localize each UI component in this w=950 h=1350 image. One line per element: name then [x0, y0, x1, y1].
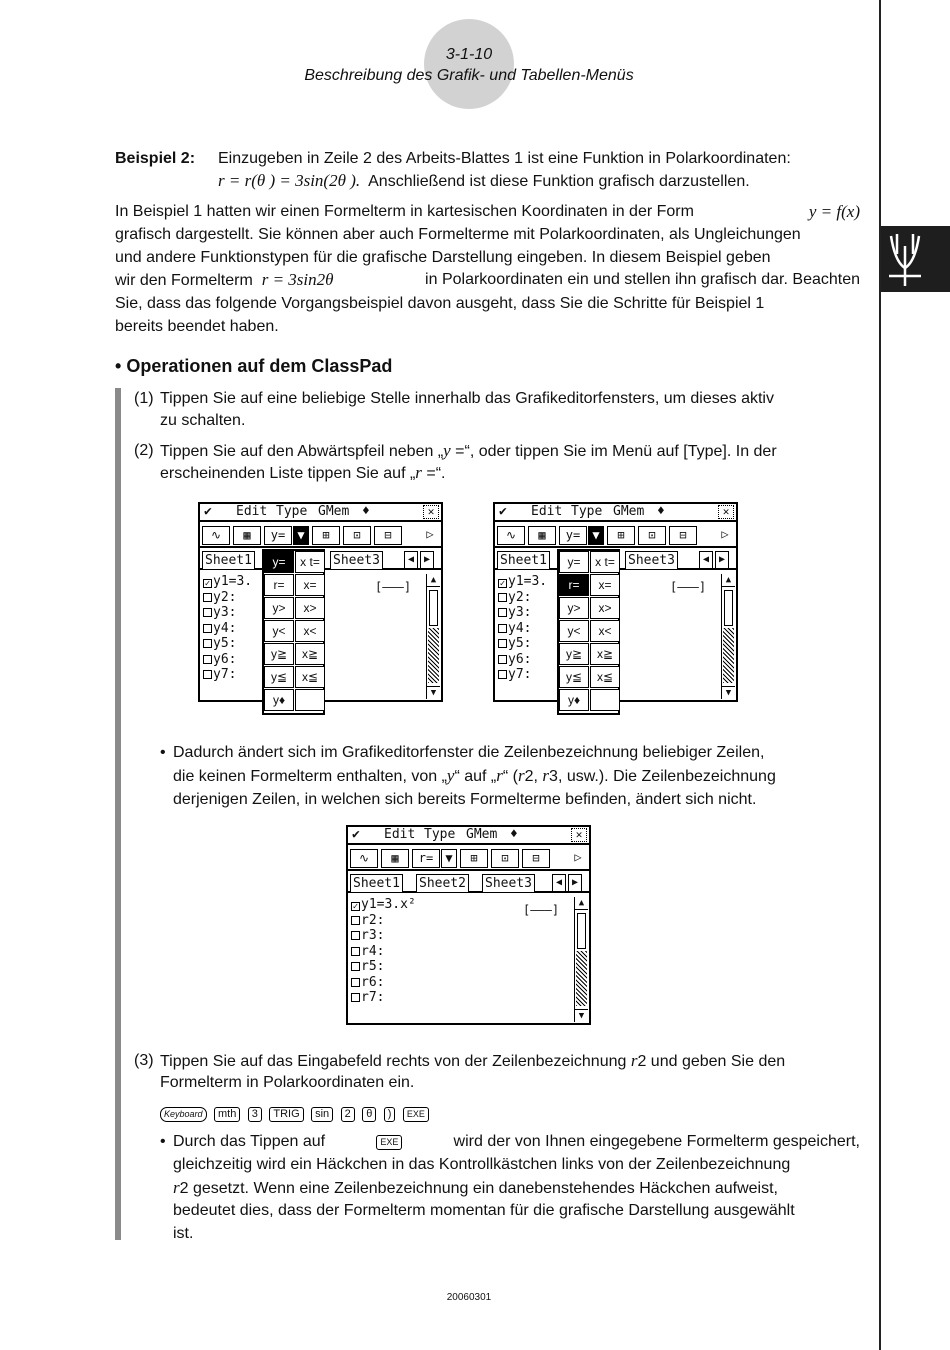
sheet-tabs [348, 873, 589, 893]
intro-line: grafisch dargestellt. Sie können aber auch Formelterme mit Polarkoordinaten, als Ungleichungen [115, 225, 801, 243]
tab-sheet1[interactable]: Sheet1 [202, 551, 255, 569]
step-1-number: (1) [134, 390, 154, 407]
theta-key: θ [362, 1107, 376, 1122]
popup-item[interactable]: x> [590, 597, 620, 619]
list-item[interactable]: ✓ y1=3.x² [352, 897, 416, 912]
menu-type[interactable]: Type [424, 827, 456, 842]
list-item[interactable]: r7: [351, 990, 416, 1006]
close-icon[interactable]: ✕ [571, 828, 587, 842]
popup-item[interactable]: x= [295, 574, 325, 596]
scroll-thumb[interactable] [724, 590, 733, 626]
menu-arrow-icon[interactable]: ♦ [510, 827, 518, 842]
view-window-icon[interactable]: ⊡ [491, 849, 519, 868]
page-right-rule [879, 0, 881, 1350]
list-item[interactable]: y5: [498, 636, 547, 652]
step-2-line2: erscheinenden Liste tippen Sie auf „r =“. [160, 463, 446, 482]
scroll-up-icon[interactable]: ▲ [427, 574, 440, 587]
list-item[interactable]: r6: [351, 975, 416, 991]
menu-gmem[interactable]: GMem [466, 827, 498, 842]
popup-item[interactable]: y= [559, 551, 589, 573]
popup-item-empty [295, 689, 325, 711]
table-icon[interactable]: ▦ [381, 849, 409, 868]
list-item[interactable]: y2: [203, 590, 252, 606]
example-line1: Einzugeben in Zeile 2 des Arbeits-Blattes 1 ist eine Funktion in Polarkoordinaten: [218, 150, 791, 167]
popup-item[interactable]: x> [295, 597, 325, 619]
menu-bar [495, 504, 736, 522]
popup-item[interactable]: y> [559, 597, 589, 619]
trig-key: TRIG [269, 1107, 303, 1122]
scroll-thumb[interactable] [577, 913, 586, 949]
example-line2 [218, 170, 750, 194]
intro-line: In Beispiel 1 hatten wir einen Formelterm in kartesischen Koordinaten in der Form [115, 203, 694, 220]
function-rows [498, 574, 547, 683]
scroll-track [428, 628, 439, 683]
zoom-box-icon[interactable]: ⊞ [312, 526, 340, 545]
list-item[interactable]: y6: [498, 652, 547, 668]
popup-item[interactable]: y< [559, 620, 589, 642]
popup-item[interactable]: y= [264, 551, 294, 573]
list-item[interactable]: ✓ y1=3. [499, 574, 548, 589]
section-bar [115, 388, 121, 1240]
key-sequence [160, 1103, 432, 1126]
step-3-number: (3) [134, 1052, 154, 1069]
step-1-line1: Tippen Sie auf eine beliebige Stelle innerhalb das Grafikeditorfensters, um dieses aktiv [160, 390, 774, 407]
type-popup-1 [262, 549, 325, 715]
list-item[interactable]: ✓ y1=3. [204, 574, 253, 589]
mth-key: mth [214, 1107, 240, 1122]
step-2-line1: Tippen Sie auf den Abwärtspfeil neben „y =“, oder tippen Sie im Menü auf [Type]. In der [160, 441, 777, 460]
bracket-display: [———] [523, 903, 560, 917]
menu-edit[interactable]: Edit [236, 504, 268, 519]
scroll-track [723, 628, 734, 683]
list-item[interactable]: y7: [203, 667, 252, 683]
list-item[interactable]: r2: [351, 913, 416, 929]
dropdown-arrow-icon[interactable]: ▼ [293, 526, 309, 545]
type-field[interactable]: y= [264, 526, 292, 545]
table-icon[interactable]: ▦ [528, 526, 556, 545]
tab-right-icon[interactable]: ▶ [420, 551, 434, 569]
list-item[interactable]: y6: [203, 652, 252, 668]
classpad-screen-3 [346, 825, 591, 1025]
list-item[interactable]: y3: [203, 605, 252, 621]
zoom-box-icon[interactable]: ⊞ [607, 526, 635, 545]
page-number: 3-1-10 [445, 46, 493, 63]
popup-item[interactable]: y≧ [264, 643, 294, 665]
popup-item[interactable]: y♦ [559, 689, 589, 711]
popup-item[interactable]: x t= [590, 551, 620, 573]
dropdown-arrow-icon[interactable]: ▼ [441, 849, 457, 868]
menu-edit[interactable]: Edit [384, 827, 416, 842]
scrollbar[interactable] [574, 897, 588, 1022]
popup-item[interactable]: y♦ [264, 689, 294, 711]
exe-key: EXE [403, 1107, 429, 1122]
list-item[interactable]: y5: [203, 636, 252, 652]
function-rows [203, 574, 252, 683]
view-window-icon[interactable]: ⊡ [638, 526, 666, 545]
tab-sheet1[interactable]: Sheet1 [350, 874, 403, 892]
footer-date: 20060301 [446, 1292, 492, 1303]
graph-menu-icon [885, 232, 925, 286]
more-icon[interactable]: ▷ [570, 849, 586, 868]
bullet-1: Dadurch ändert sich im Grafikeditorfenster die Zeilenbezeichnung beliebiger Zeilen, die keinen Formelterm enthalten, von „y“ auf „r“ (r2, r3, usw.). Die Zeilenbezeichnung derjenigen Zeilen, in welchen sich bereits Formelterme befinden, ändert sich nicht. [173, 744, 776, 808]
popup-item[interactable]: y< [264, 620, 294, 642]
popup-item-empty [590, 689, 620, 711]
bullet-2: Durch das Tippen auf EXE wird der von Ihnen eingegebene Formelterm gespeichert, gleichzeitig wird ein Häckchen in das Kontrollkästchen links von der Zeilenbezeichnung r2 gesetzt. Wenn eine Zeilenbezeichnung ein danebenstehendes Häckchen aufweist, bedeutet dies, dass der Formelterm momentan für die grafische Darstellung ausgewählt ist. [173, 1133, 860, 1243]
intro-line: wir den Formelterm [115, 272, 253, 290]
zoom-box-icon[interactable]: ⊞ [460, 849, 488, 868]
list-item[interactable]: y2: [498, 590, 547, 606]
tab-sheet3[interactable]: Sheet3 [482, 874, 535, 892]
popup-item[interactable]: x≦ [590, 666, 620, 688]
menu-type[interactable]: Type [571, 504, 603, 519]
popup-item[interactable]: x≧ [590, 643, 620, 665]
type-popup-2 [557, 549, 620, 715]
popup-item[interactable]: r= [559, 574, 589, 596]
close-icon[interactable]: ✕ [423, 505, 439, 519]
sin-key: sin [311, 1107, 333, 1122]
step-1-line2: zu schalten. [160, 412, 246, 429]
list-item[interactable]: r5: [351, 959, 416, 975]
intro-formula-2: r = 3sin2θ [261, 270, 334, 290]
popup-item[interactable]: x≧ [295, 643, 325, 665]
menu-type[interactable]: Type [276, 504, 308, 519]
menu-edit[interactable]: Edit [531, 504, 563, 519]
menu-icon[interactable]: ✔ [499, 504, 507, 519]
graph-icon[interactable]: ∿ [202, 526, 230, 545]
chapter-tab [881, 226, 950, 292]
popup-item[interactable]: r= [264, 574, 294, 596]
view-window-icon[interactable]: ⊡ [343, 526, 371, 545]
scroll-thumb[interactable] [429, 590, 438, 626]
menu-icon[interactable]: ✔ [352, 827, 360, 842]
page-title: Beschreibung des Grafik- und Tabellen-Menüs [304, 67, 634, 84]
scroll-down-icon[interactable]: ▼ [575, 1009, 588, 1022]
keyboard-key: Keyboard [160, 1107, 207, 1122]
section-title: Operationen auf dem ClassPad [126, 356, 393, 376]
popup-item[interactable]: y> [264, 597, 294, 619]
section-heading [115, 356, 392, 377]
intro-formula: y = f(x) [808, 202, 860, 221]
tab-sheet2[interactable]: Sheet2 [416, 874, 469, 892]
menu-gmem[interactable]: GMem [613, 504, 645, 519]
example-label: Beispiel 2: [115, 150, 196, 167]
step-3-line2: Formelterm in Polarkoordinaten ein. [160, 1074, 415, 1091]
tab-left-icon[interactable]: ◀ [552, 874, 566, 892]
popup-item[interactable]: x≦ [295, 666, 325, 688]
scroll-up-icon[interactable]: ▲ [575, 897, 588, 910]
menu-bar [200, 504, 441, 522]
more-icon[interactable]: ▷ [717, 526, 733, 545]
popup-item[interactable]: x= [590, 574, 620, 596]
popup-item[interactable]: x< [590, 620, 620, 642]
list-item[interactable]: r4: [351, 944, 416, 960]
example-formula: r = r(θ ) = 3sin(2θ ). [218, 171, 361, 190]
list-item[interactable]: y4: [203, 621, 252, 637]
more-icon[interactable]: ▷ [422, 526, 438, 545]
popup-item[interactable]: y≦ [559, 666, 589, 688]
split-icon[interactable]: ⊟ [669, 526, 697, 545]
toolbar [495, 524, 736, 548]
step-3-line1: Tippen Sie auf das Eingabefeld rechts von der Zeilenbezeichnung r2 und geben Sie den [160, 1051, 786, 1070]
tab-right-icon[interactable]: ▶ [568, 874, 582, 892]
bullet-dot: • [160, 744, 166, 761]
popup-item[interactable]: y≧ [559, 643, 589, 665]
close-icon[interactable]: ✕ [718, 505, 734, 519]
tab-sheet3[interactable]: Sheet3 [625, 551, 678, 569]
scroll-down-icon[interactable]: ▼ [427, 686, 440, 699]
popup-item[interactable]: x< [295, 620, 325, 642]
intro-line: Sie, dass das folgende Vorgangsbeispiel davon ausgeht, dass Sie die Schritte für Beispiel 1 [115, 295, 765, 313]
intro-line: in Polarkoordinaten ein und stellen ihn grafisch dar. Beachten [425, 271, 860, 289]
key-2: 2 [341, 1107, 355, 1122]
section-bullet: • [115, 356, 122, 376]
bracket-display: [———] [375, 580, 412, 594]
graph-icon[interactable]: ∿ [497, 526, 525, 545]
function-rows [351, 897, 416, 1006]
type-field[interactable]: r= [412, 849, 440, 868]
toolbar [348, 847, 589, 871]
list-item[interactable]: r3: [351, 928, 416, 944]
step-2-number: (2) [134, 442, 154, 459]
intro-line: bereits beendet haben. [115, 317, 279, 335]
split-icon[interactable]: ⊟ [374, 526, 402, 545]
scroll-track [576, 951, 587, 1006]
popup-item[interactable]: y≦ [264, 666, 294, 688]
key-3: 3 [248, 1107, 262, 1122]
header-circle [424, 19, 514, 109]
scroll-up-icon[interactable]: ▲ [722, 574, 735, 587]
tab-sheet1[interactable]: Sheet1 [497, 551, 550, 569]
list-item[interactable]: y3: [498, 605, 547, 621]
menu-gmem[interactable]: GMem [318, 504, 350, 519]
list-item[interactable]: y4: [498, 621, 547, 637]
scrollbar[interactable] [426, 574, 440, 699]
example-line2-rest: Anschließend ist diese Funktion grafisch darzustellen. [368, 173, 750, 190]
exe-key-inline: EXE [376, 1135, 402, 1150]
menu-arrow-icon[interactable]: ♦ [657, 504, 665, 519]
dropdown-arrow-icon[interactable]: ▼ [588, 526, 604, 545]
graph-icon[interactable]: ∿ [350, 849, 378, 868]
split-icon[interactable]: ⊟ [522, 849, 550, 868]
menu-icon[interactable]: ✔ [204, 504, 212, 519]
tab-left-icon[interactable]: ◀ [699, 551, 713, 569]
table-icon[interactable]: ▦ [233, 526, 261, 545]
tab-right-icon[interactable]: ▶ [715, 551, 729, 569]
menu-bar [348, 827, 589, 845]
tab-left-icon[interactable]: ◀ [404, 551, 418, 569]
intro-line: und andere Funktionstypen für die grafische Darstellung eingeben. In diesem Beispiel geben [115, 248, 771, 266]
intro-paragraph [115, 201, 860, 339]
list-item[interactable]: y7: [498, 667, 547, 683]
paren-key: ) [384, 1107, 396, 1122]
scrollbar[interactable] [721, 574, 735, 699]
bracket-display: [———] [670, 580, 707, 594]
toolbar [200, 524, 441, 548]
bullet-dot: • [160, 1133, 166, 1150]
tab-sheet3[interactable]: Sheet3 [330, 551, 383, 569]
menu-arrow-icon[interactable]: ♦ [362, 504, 370, 519]
type-field[interactable]: y= [559, 526, 587, 545]
popup-item[interactable]: x t= [295, 551, 325, 573]
scroll-down-icon[interactable]: ▼ [722, 686, 735, 699]
